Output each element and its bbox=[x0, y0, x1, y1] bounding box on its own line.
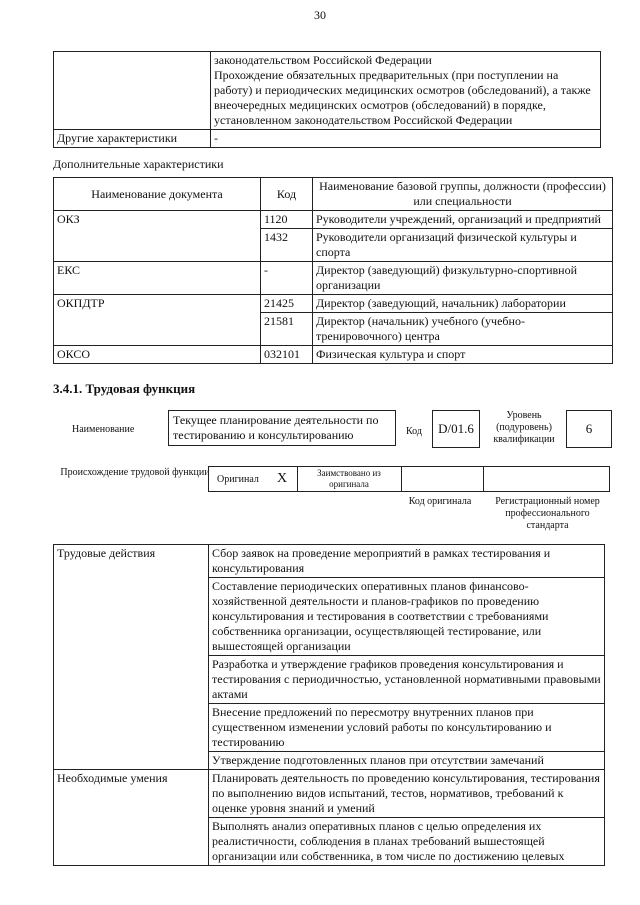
origin-label: Происхождение трудовой функции bbox=[60, 467, 210, 478]
code-cell: - bbox=[261, 262, 313, 295]
top-text-line: Прохождение обязательных предварительных (при поступлении на работу) и периодических медицинских осмотров (обследований), а также внеочередных медицинских осмотров (обследований) в порядке, установленном законодательством Российской Федерации bbox=[214, 68, 591, 127]
name-cell: Руководители учреждений, организаций и предприятий bbox=[313, 211, 613, 229]
doc-eks: ЕКС bbox=[54, 262, 261, 295]
labor-action-item: Составление периодических оперативных планов финансово-хозяйственной деятельности и планов-графиков по проведению консультирования и тестирования в соответствии с требованиями собственника организации, осуществляющей тестирование, или вышестоящей организации bbox=[209, 578, 605, 656]
labor-action-item: Сбор заявок на проведение мероприятий в рамках тестирования и консультирования bbox=[209, 545, 605, 578]
doc-okpdtr: ОКПДТР bbox=[54, 295, 261, 346]
top-table-text bbox=[214, 53, 597, 128]
top-table bbox=[53, 51, 601, 148]
col-header-code: Код bbox=[261, 178, 313, 211]
code-cell: 032101 bbox=[261, 346, 313, 364]
function-name-value: Текущее планирование деятельности по тестированию и консультированию bbox=[168, 410, 396, 446]
col-header-doc: Наименование документа bbox=[54, 178, 261, 211]
labor-action-item: Разработка и утверждение графиков проведения консультирования и тестирования с периодичностью, установленной нормативными правовыми актами bbox=[209, 656, 605, 704]
table-row bbox=[54, 262, 613, 295]
table-row bbox=[54, 295, 613, 313]
original-mark: X bbox=[277, 471, 288, 486]
name-cell: Директор (заведующий, начальник) лаборатории bbox=[313, 295, 613, 313]
divider bbox=[401, 467, 402, 491]
origin-row bbox=[208, 466, 610, 492]
col-header-name: Наименование базовой группы, должности (профессии) или специальности bbox=[313, 178, 613, 211]
page-number: 30 bbox=[314, 8, 326, 22]
other-characteristics-label: Другие характеристики bbox=[54, 130, 211, 148]
main-table bbox=[53, 544, 605, 866]
original-label: Оригинал bbox=[217, 474, 259, 485]
code-label: Код bbox=[406, 426, 422, 437]
name-cell: Физическая культура и спорт bbox=[313, 346, 613, 364]
additional-title: Дополнительные характеристики bbox=[53, 157, 224, 171]
code-cell: 21581 bbox=[261, 313, 313, 346]
doc-okso: ОКСО bbox=[54, 346, 261, 364]
code-cell: 1432 bbox=[261, 229, 313, 262]
labor-action-item: Утверждение подготовленных планов при отсутствии замечаний bbox=[209, 752, 605, 770]
code-cell: 21425 bbox=[261, 295, 313, 313]
name-cell: Руководители организаций физической культуры и спорта bbox=[313, 229, 613, 262]
doc-okz: ОКЗ bbox=[54, 211, 261, 262]
top-table-right-cell bbox=[211, 52, 601, 130]
top-table-left-cell bbox=[54, 52, 211, 130]
code-original-caption: Код оригинала bbox=[408, 496, 472, 507]
skills-label: Необходимые умения bbox=[54, 770, 209, 866]
table-row bbox=[54, 346, 613, 364]
divider bbox=[483, 467, 484, 491]
divider bbox=[297, 467, 298, 491]
borrowed-label: Заимствовано из оригинала bbox=[317, 468, 381, 489]
additional-table bbox=[53, 177, 613, 364]
skill-item: Планировать деятельность по проведению консультирования, тестирования по выполнению видов испытаний, тестов, нормативов, требований к оценке уровня знаний и умений bbox=[209, 770, 605, 818]
top-text-line: законодательством Российской Федерации bbox=[214, 53, 432, 67]
name-cell: Директор (начальник) учебного (учебно-тренировочного) центра bbox=[313, 313, 613, 346]
reg-number-caption: Регистрационный номер профессионального стандарта bbox=[495, 496, 600, 531]
name-cell: Директор (заведующий) физкультурно-спортивной организации bbox=[313, 262, 613, 295]
skill-item: Выполнять анализ оперативных планов с целью определения их реалистичности, соблюдения в планах требований вышестоящей организации или собственника, в том числе по достижению целевых bbox=[209, 818, 605, 866]
other-characteristics-value: - bbox=[211, 130, 601, 148]
code-cell: 1120 bbox=[261, 211, 313, 229]
function-level-value: 6 bbox=[566, 410, 612, 448]
table-row bbox=[54, 211, 613, 229]
name-label: Наименование bbox=[72, 424, 135, 435]
level-label: Уровень (подуровень) квалификации bbox=[493, 410, 555, 445]
function-code-value: D/01.6 bbox=[432, 410, 480, 448]
labor-action-item: Внесение предложений по пересмотру внутренних планов при существенном изменении условий работы по консультированию и тестированию bbox=[209, 704, 605, 752]
section-title: 3.4.1. Трудовая функция bbox=[53, 381, 196, 396]
labor-actions-label: Трудовые действия bbox=[54, 545, 209, 770]
